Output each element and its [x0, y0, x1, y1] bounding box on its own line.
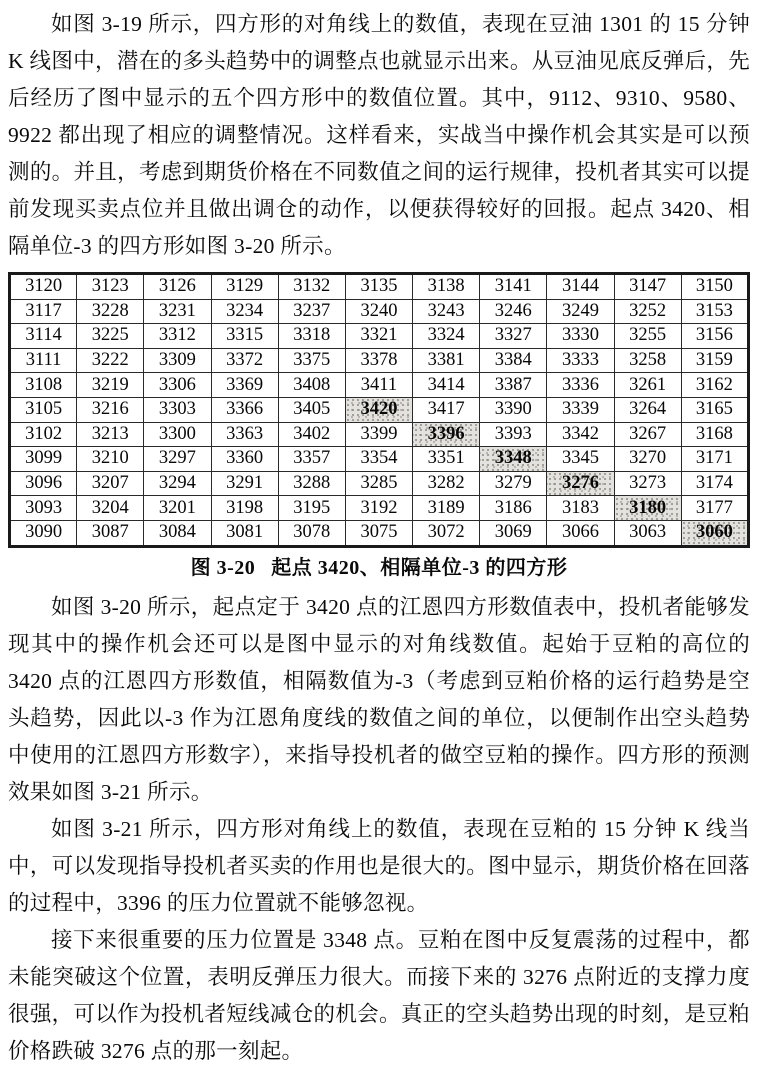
table-cell: 3315	[211, 324, 278, 349]
table-cell: 3213	[77, 422, 144, 447]
table-row	[10, 422, 749, 447]
table-cell: 3276	[547, 471, 614, 496]
table-cell: 3234	[211, 299, 278, 324]
table-cell: 3246	[480, 299, 547, 324]
table-cell: 3090	[10, 520, 77, 546]
table-cell: 3366	[211, 397, 278, 422]
table-cell: 3231	[144, 299, 211, 324]
table-cell: 3108	[10, 373, 77, 398]
table-row	[10, 274, 749, 300]
table-cell: 3384	[480, 348, 547, 373]
table-cell: 3387	[480, 373, 547, 398]
table-cell: 3210	[77, 447, 144, 472]
table-cell: 3363	[211, 422, 278, 447]
table-cell: 3168	[681, 422, 748, 447]
table-cell: 3327	[480, 324, 547, 349]
table-cell: 3216	[77, 397, 144, 422]
table-cell: 3132	[278, 274, 345, 300]
table-cell: 3279	[480, 471, 547, 496]
table-cell: 3129	[211, 274, 278, 300]
table-cell: 3177	[681, 496, 748, 521]
table-row	[10, 397, 749, 422]
table-cell: 3330	[547, 324, 614, 349]
paragraph-pressure: 接下来很重要的压力位置是 3348 点。豆粕在图中反复震荡的过程中，都未能突破这个位置，表明反弹压力很大。而接下来的 3276 点附近的支撑力度很强，可以作为投机者短线减仓的机会。真正的空头趋势出现的时刻，是豆粕价格跌破 3276 点的那一刻起。	[8, 927, 750, 1063]
table-cell: 3408	[278, 373, 345, 398]
table-cell: 3249	[547, 299, 614, 324]
table-cell: 3159	[681, 348, 748, 373]
table-cell: 3393	[480, 422, 547, 447]
figure-caption-label: 图 3-20	[190, 556, 256, 579]
table-row	[10, 471, 749, 496]
table-cell: 3099	[10, 447, 77, 472]
table-cell: 3237	[278, 299, 345, 324]
table-cell: 3219	[77, 373, 144, 398]
table-cell: 3285	[345, 471, 412, 496]
table-cell: 3411	[345, 373, 412, 398]
table-cell: 3207	[77, 471, 144, 496]
gann-square-table-body	[10, 274, 749, 547]
table-cell: 3303	[144, 397, 211, 422]
table-cell: 3282	[413, 471, 480, 496]
table-cell: 3318	[278, 324, 345, 349]
table-cell: 3120	[10, 274, 77, 300]
table-cell: 3138	[413, 274, 480, 300]
table-cell: 3111	[10, 348, 77, 373]
table-cell: 3075	[345, 520, 412, 546]
table-cell: 3258	[614, 348, 681, 373]
table-cell: 3357	[278, 447, 345, 472]
table-cell: 3288	[278, 471, 345, 496]
table-cell: 3381	[413, 348, 480, 373]
table-cell: 3420	[345, 397, 412, 422]
table-row	[10, 496, 749, 521]
table-cell: 3399	[345, 422, 412, 447]
table-cell: 3417	[413, 397, 480, 422]
table-cell: 3171	[681, 447, 748, 472]
table-cell: 3081	[211, 520, 278, 546]
table-cell: 3405	[278, 397, 345, 422]
table-cell: 3078	[278, 520, 345, 546]
table-cell: 3186	[480, 496, 547, 521]
table-cell: 3273	[614, 471, 681, 496]
table-cell: 3396	[413, 422, 480, 447]
table-cell: 3156	[681, 324, 748, 349]
table-cell: 3240	[345, 299, 412, 324]
table-row	[10, 373, 749, 398]
table-cell: 3084	[144, 520, 211, 546]
paragraph-analysis: 如图 3-20 所示，起点定于 3420 点的江恩四方形数值表中，投机者能够发现其中的操作机会还可以是图中显示的对角线数值。起始于豆粕的高位的 3420 点的江恩四方形数值，相隔数值为-3（考虑到豆粕价格的运行趋势是空头趋势，因此以-3 作为江恩角度线的数值之间的单位，以便制作出空头趋势中使用的江恩四方形数字），来指导投机者的做空豆粕的操作。四方形的预测效果如图 3-21 所示。	[8, 594, 750, 804]
table-cell: 3267	[614, 422, 681, 447]
table-cell: 3351	[413, 447, 480, 472]
table-cell: 3378	[345, 348, 412, 373]
table-cell: 3255	[614, 324, 681, 349]
table-cell: 3294	[144, 471, 211, 496]
table-cell: 3102	[10, 422, 77, 447]
table-cell: 3126	[144, 274, 211, 300]
table-cell: 3150	[681, 274, 748, 300]
table-cell: 3369	[211, 373, 278, 398]
table-cell: 3306	[144, 373, 211, 398]
table-row	[10, 447, 749, 472]
table-cell: 3375	[278, 348, 345, 373]
table-cell: 3312	[144, 324, 211, 349]
table-cell: 3372	[211, 348, 278, 373]
table-cell: 3297	[144, 447, 211, 472]
paragraph-intro: 如图 3-19 所示，四方形的对角线上的数值，表现在豆油 1301 的 15 分钟 K 线图中，潜在的多头趋势中的调整点也就显示出来。从豆油见底反弹后，先后经历了图中显示的五个四方形中的数值位置。其中，9112、9310、9580、9922 都出现了相应的调整情况。这样看来，实战当中操作机会其实是可以预测的。并且，考虑到期货价格在不同数值之间的运行规律，投机者其实可以提前发现买卖点位并且做出调仓的动作，以便获得较好的回报。起点 3420、相隔单位-3 的四方形如图 3-20 所示。	[8, 12, 750, 258]
table-cell: 3105	[10, 397, 77, 422]
table-row	[10, 324, 749, 349]
table-cell: 3300	[144, 422, 211, 447]
figure-caption	[8, 555, 750, 581]
table-cell: 3339	[547, 397, 614, 422]
table-cell: 3291	[211, 471, 278, 496]
table-row	[10, 520, 749, 546]
table-cell: 3321	[345, 324, 412, 349]
table-cell: 3060	[681, 520, 748, 546]
table-cell: 3195	[278, 496, 345, 521]
table-cell: 3114	[10, 324, 77, 349]
table-cell: 3183	[547, 496, 614, 521]
table-cell: 3144	[547, 274, 614, 300]
table-cell: 3390	[480, 397, 547, 422]
table-cell: 3063	[614, 520, 681, 546]
table-cell: 3333	[547, 348, 614, 373]
table-cell: 3192	[345, 496, 412, 521]
table-cell: 3342	[547, 422, 614, 447]
table-cell: 3153	[681, 299, 748, 324]
figure-caption-title: 起点 3420、相隔单位-3 的四方形	[271, 556, 568, 579]
table-cell: 3096	[10, 471, 77, 496]
table-cell: 3345	[547, 447, 614, 472]
table-cell: 3225	[77, 324, 144, 349]
table-cell: 3228	[77, 299, 144, 324]
table-row	[10, 299, 749, 324]
table-cell: 3117	[10, 299, 77, 324]
table-cell: 3309	[144, 348, 211, 373]
table-cell: 3270	[614, 447, 681, 472]
table-cell: 3165	[681, 397, 748, 422]
table-cell: 3141	[480, 274, 547, 300]
table-cell: 3360	[211, 447, 278, 472]
table-cell: 3087	[77, 520, 144, 546]
table-cell: 3147	[614, 274, 681, 300]
table-cell: 3072	[413, 520, 480, 546]
table-cell: 3264	[614, 397, 681, 422]
table-cell: 3123	[77, 274, 144, 300]
table-cell: 3069	[480, 520, 547, 546]
table-cell: 3336	[547, 373, 614, 398]
table-cell: 3414	[413, 373, 480, 398]
gann-square-table	[8, 272, 750, 548]
table-cell: 3348	[480, 447, 547, 472]
table-cell: 3189	[413, 496, 480, 521]
table-cell: 3198	[211, 496, 278, 521]
table-row	[10, 348, 749, 373]
table-cell: 3402	[278, 422, 345, 447]
table-cell: 3135	[345, 274, 412, 300]
table-cell: 3201	[144, 496, 211, 521]
table-cell: 3066	[547, 520, 614, 546]
table-cell: 3174	[681, 471, 748, 496]
table-cell: 3204	[77, 496, 144, 521]
table-cell: 3354	[345, 447, 412, 472]
table-cell: 3162	[681, 373, 748, 398]
table-cell: 3252	[614, 299, 681, 324]
table-cell: 3093	[10, 496, 77, 521]
paragraph-kline: 如图 3-21 所示，四方形对角线上的数值，表现在豆粕的 15 分钟 K 线当中，可以发现指导投机者买卖的作用也是很大的。图中显示，期货价格在回落的过程中，3396 的压力位置就不能够忽视。	[8, 816, 750, 915]
table-cell: 3261	[614, 373, 681, 398]
table-cell: 3180	[614, 496, 681, 521]
table-cell: 3243	[413, 299, 480, 324]
table-cell: 3222	[77, 348, 144, 373]
table-cell: 3324	[413, 324, 480, 349]
